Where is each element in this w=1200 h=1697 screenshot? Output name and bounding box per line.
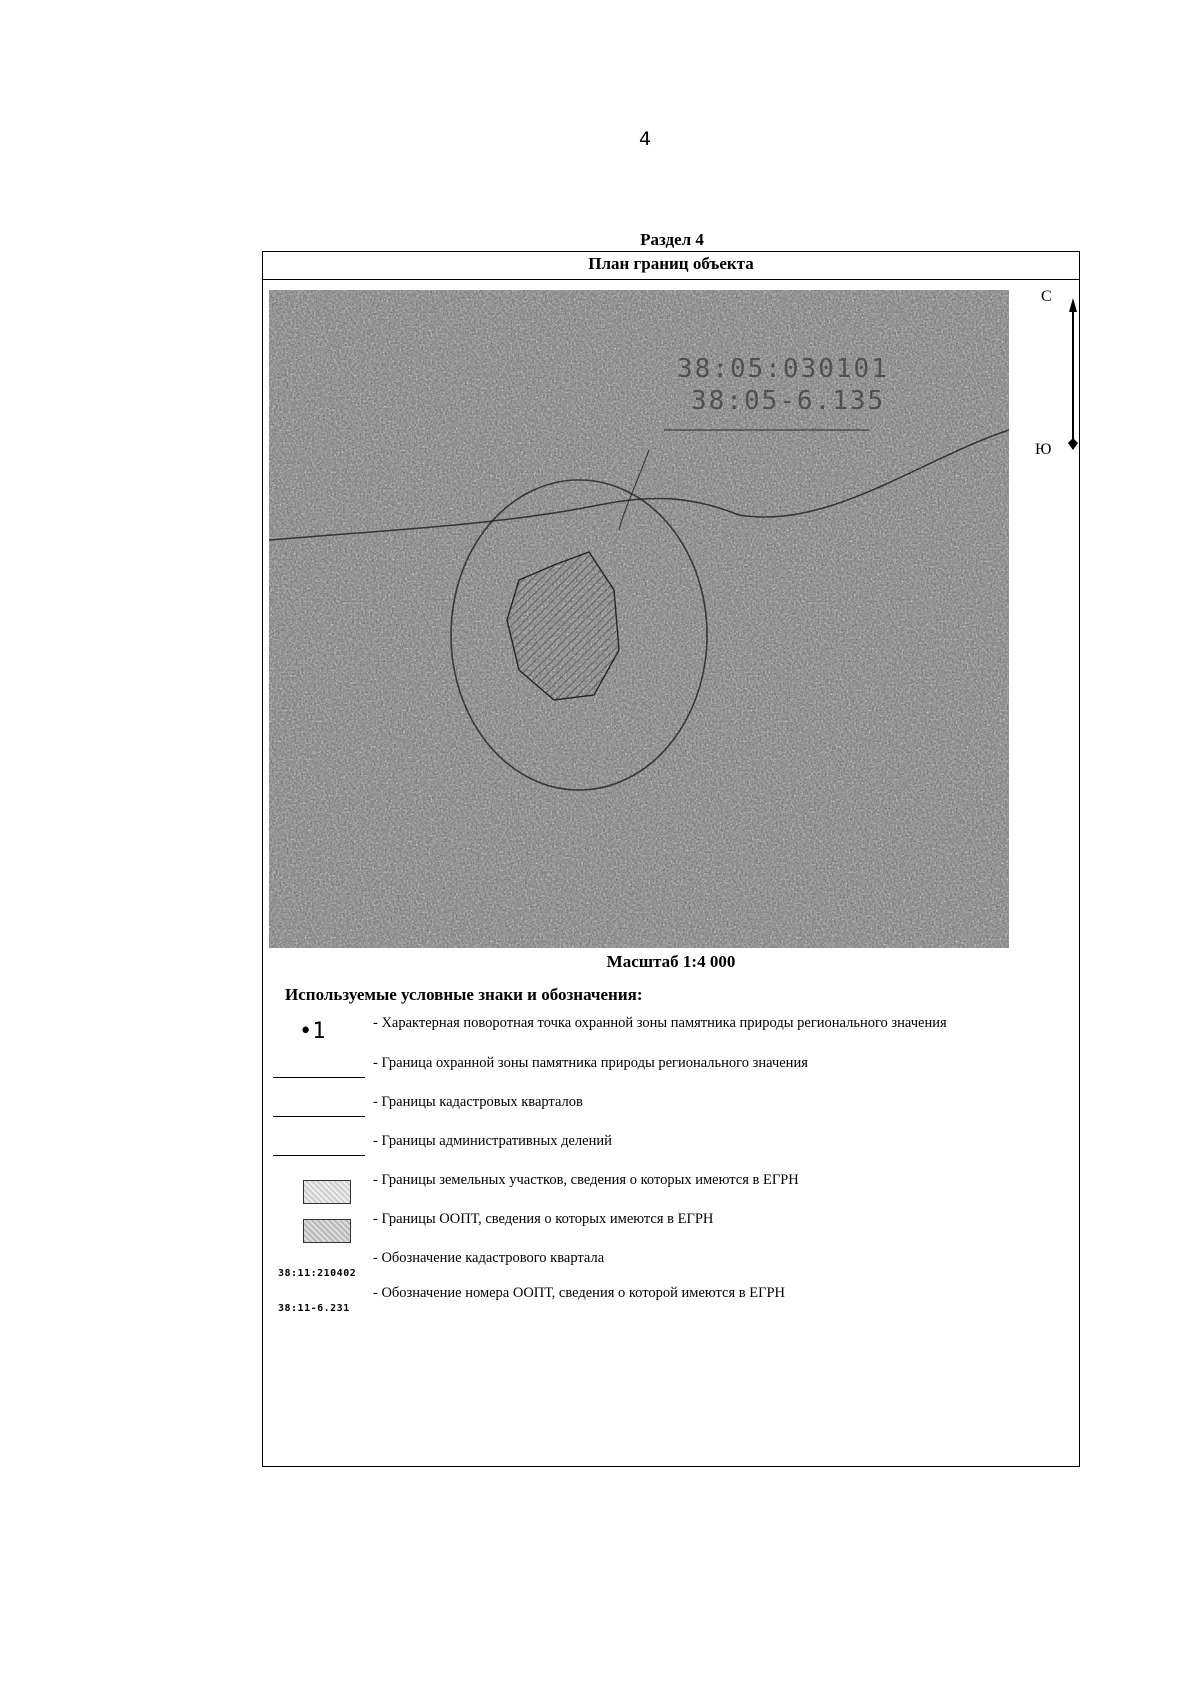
legend-item xyxy=(263,1094,1079,1134)
section-title: Раздел 4 xyxy=(640,230,704,249)
turning-point-symbol xyxy=(273,1015,365,1047)
legend-item xyxy=(263,1172,1079,1212)
legend-item xyxy=(263,1211,1079,1251)
oopt-boundary-symbol xyxy=(273,1211,365,1243)
legend-title: Используемые условные знаки и обозначения: xyxy=(285,985,643,1004)
legend-item xyxy=(263,1015,1079,1055)
legend-text: - Границы ООПТ, сведения о которых имеются в ЕГРН xyxy=(373,1211,714,1227)
turning-point-label: •1 xyxy=(299,1019,326,1044)
legend-text: - Обозначение номера ООПТ, сведения о которой имеются в ЕГРН xyxy=(373,1285,786,1301)
legend-text: - Обозначение кадастрового квартала xyxy=(373,1250,605,1266)
legend-item xyxy=(263,1133,1079,1173)
oopt-number-label: 38:05-6.135 xyxy=(691,386,886,416)
plan-frame xyxy=(262,251,1080,1467)
legend-item xyxy=(263,1250,1079,1290)
oopt-code-symbol xyxy=(273,1285,365,1317)
legend-text: - Характерная поворотная точка охранной зоны памятника природы регионального значения xyxy=(373,1015,947,1031)
legend-text: - Границы кадастровых кварталов xyxy=(373,1094,583,1110)
oopt-code-label: 38:11-6.231 xyxy=(278,1303,350,1314)
map-scale: Масштаб 1:4 000 xyxy=(606,952,736,971)
cadastral-line-symbol xyxy=(273,1094,365,1126)
south-label: Ю xyxy=(1035,441,1052,458)
admin-line-symbol xyxy=(273,1133,365,1165)
north-arrow-icon xyxy=(1031,288,1081,458)
legend-text: - Граница охранной зоны памятника природы регионального значения xyxy=(373,1055,808,1071)
land-plot-symbol xyxy=(273,1172,365,1204)
north-arrow xyxy=(1031,288,1081,458)
legend-text: - Границы административных делений xyxy=(373,1133,612,1149)
page-number: 4 xyxy=(638,128,652,150)
satellite-image xyxy=(269,290,1009,948)
legend-text: - Границы земельных участков, сведения о которых имеются в ЕГРН xyxy=(373,1172,799,1188)
legend-item xyxy=(263,1285,1079,1325)
plan-title: План границ объекта xyxy=(588,254,754,273)
satellite-map xyxy=(269,290,1009,948)
title-divider xyxy=(263,279,1079,280)
protection-zone-line-symbol xyxy=(273,1055,365,1087)
north-label: С xyxy=(1041,288,1052,305)
quarter-code-label: 38:11:210402 xyxy=(278,1268,357,1279)
legend-item xyxy=(263,1055,1079,1095)
quarter-code-symbol xyxy=(273,1250,365,1282)
cadastral-quarter-label: 38:05:030101 xyxy=(677,354,889,384)
